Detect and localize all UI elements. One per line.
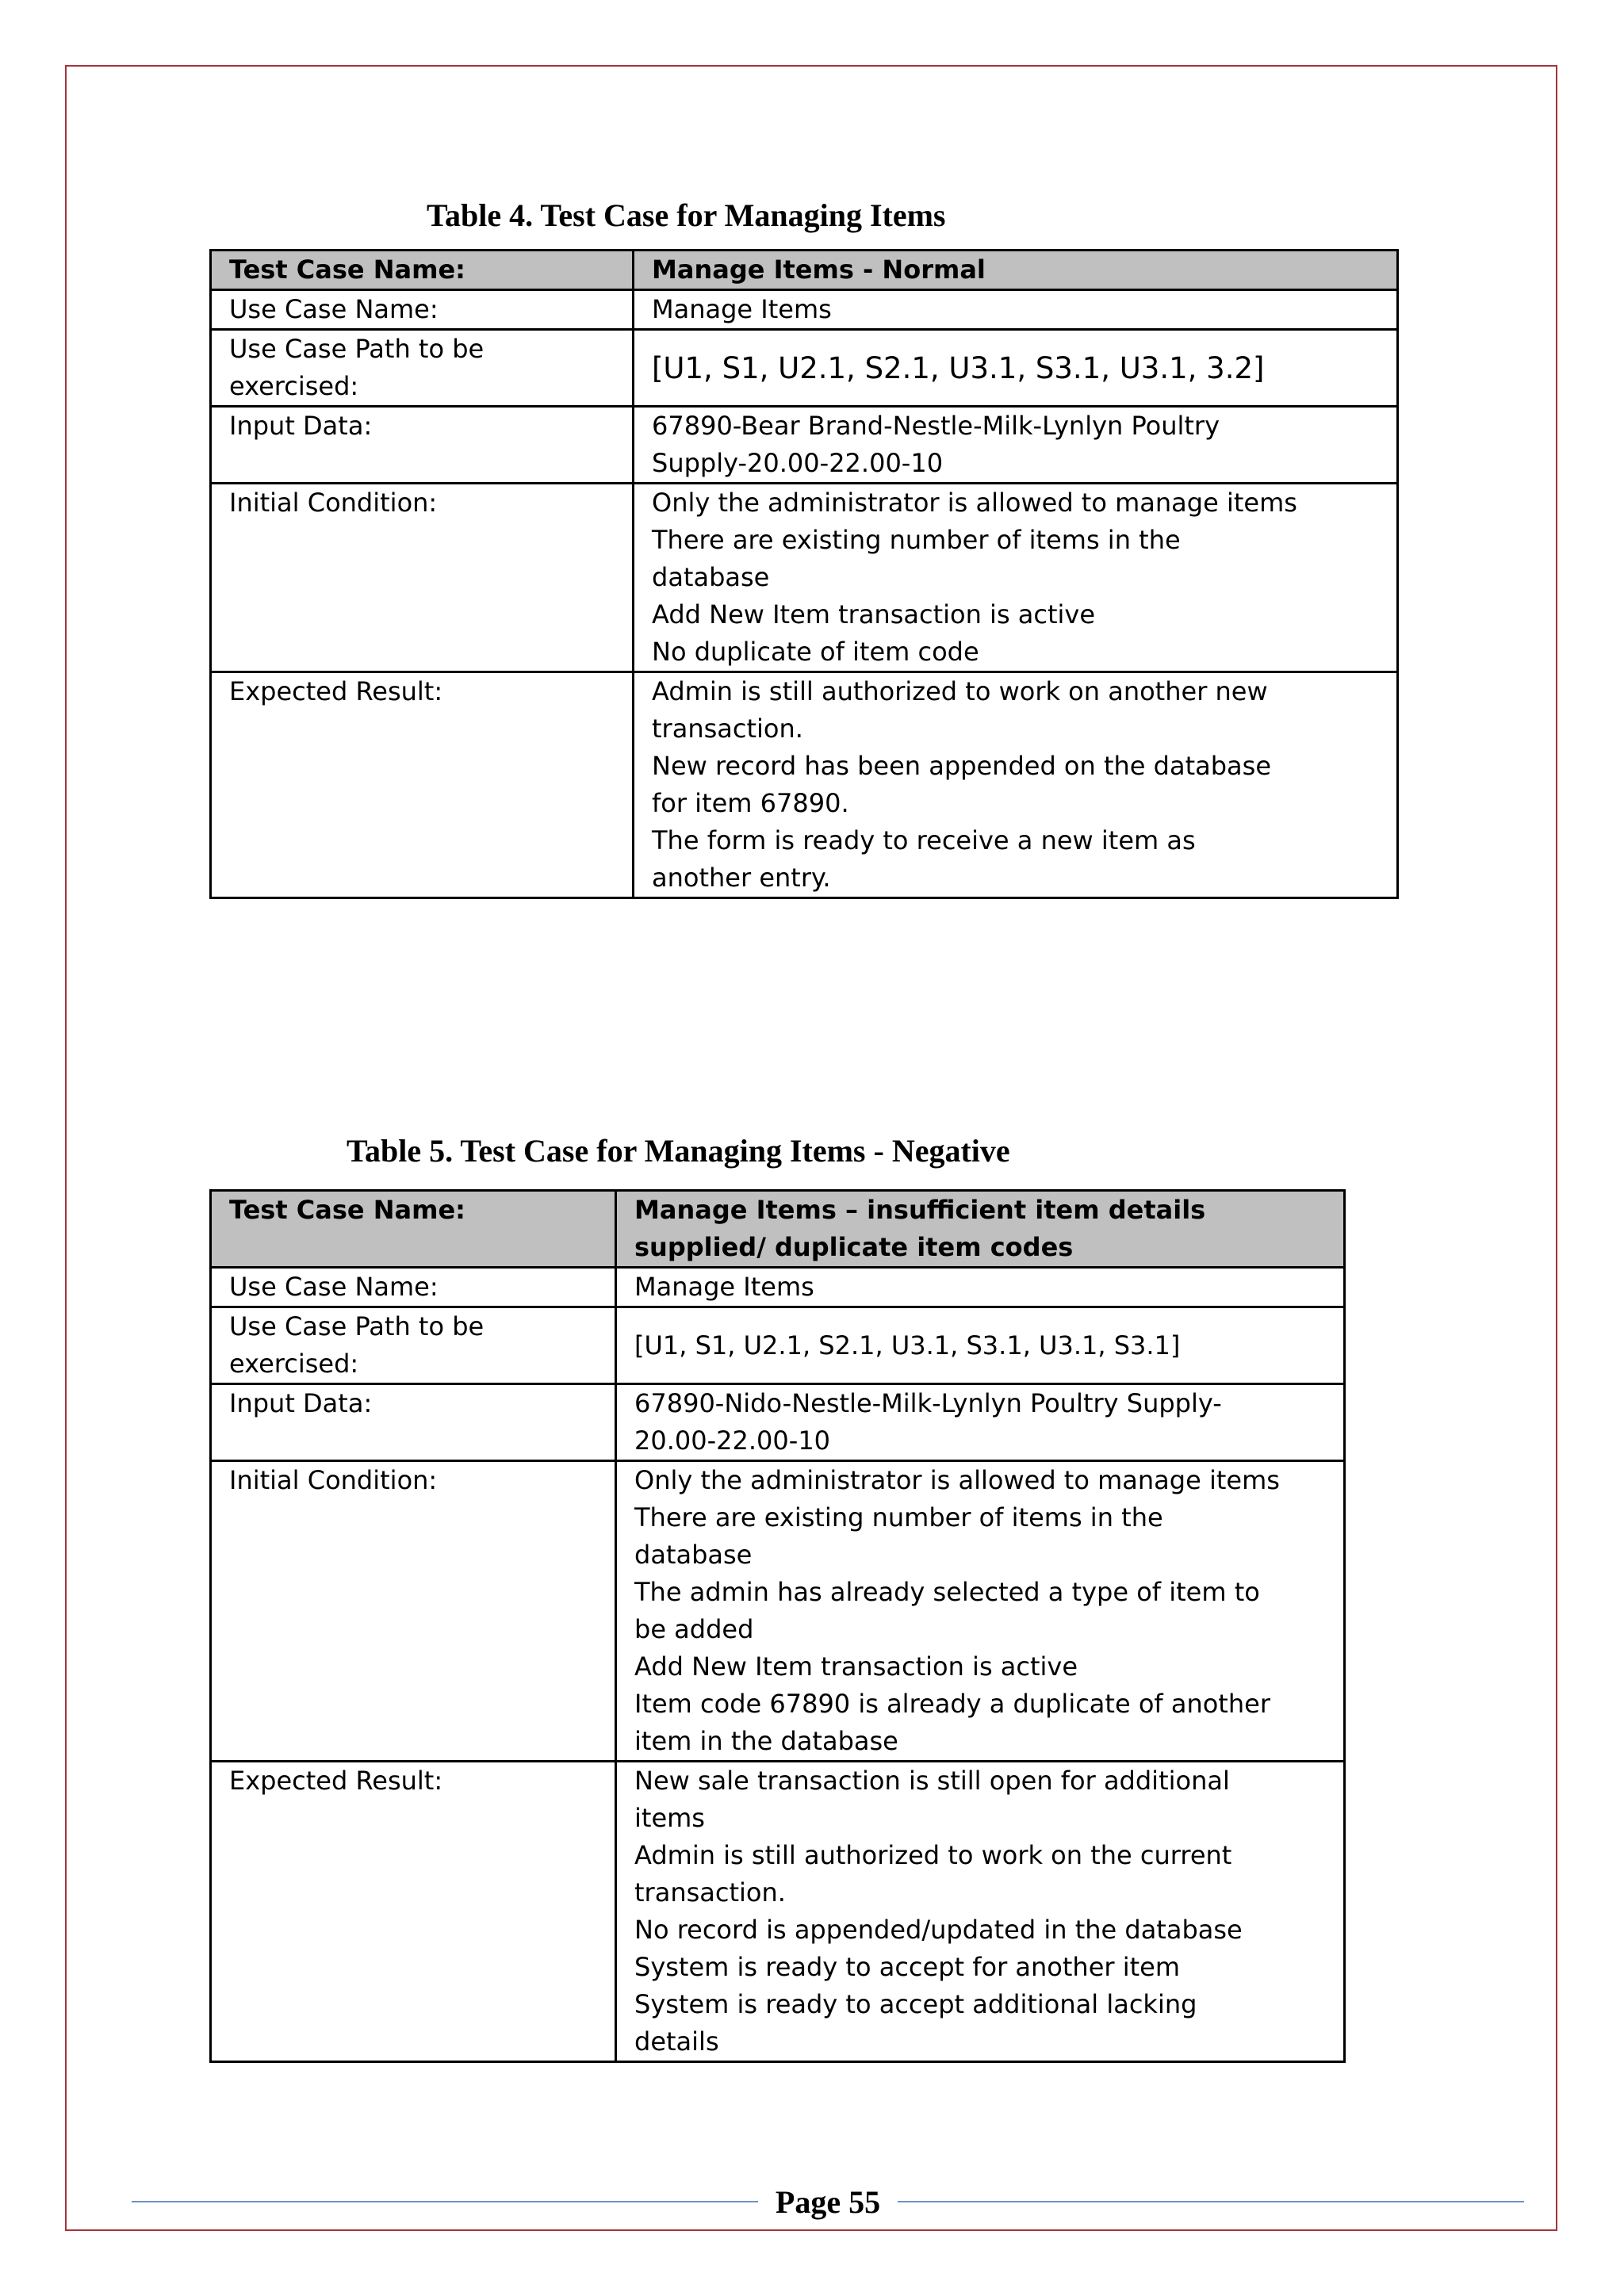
table-row (211, 330, 1398, 407)
table-5-caption: Table 5. Test Case for Managing Items - Negative (347, 1133, 1010, 1169)
table-row (211, 484, 1398, 672)
row-value: Admin is still authorized to work on another new transaction. New record has been appended on the database for item 67890. The form is ready to receive a new item as another entry. (634, 672, 1398, 898)
table-row (211, 1307, 1345, 1384)
row-label: Input Data: (211, 1384, 616, 1461)
row-value: [U1, S1, U2.1, S2.1, U3.1, S3.1, U3.1, 3.2] (634, 330, 1398, 407)
table-row (211, 251, 1398, 290)
row-value: 67890-Nido-Nestle-Milk-Lynlyn Poultry Supply- 20.00-22.00-10 (616, 1384, 1345, 1461)
row-label: Initial Condition: (211, 1461, 616, 1762)
table-row (211, 1384, 1345, 1461)
page-number: Page 55 (775, 2184, 881, 2220)
row-value: New sale transaction is still open for additional items Admin is still authorized to work on the current transaction. No record is appended/updated in the database System is ready to accept for another item System is ready to accept additional lacking details (616, 1762, 1345, 2062)
table-row (211, 1268, 1345, 1307)
row-value: Manage Items - Normal (634, 251, 1398, 290)
row-label: Input Data: (211, 407, 634, 484)
row-label: Expected Result: (211, 1762, 616, 2062)
row-label: Use Case Name: (211, 1268, 616, 1307)
row-value: 67890-Bear Brand-Nestle-Milk-Lynlyn Poultry Supply-20.00-22.00-10 (634, 407, 1398, 484)
footer-rule-left (132, 2201, 758, 2202)
row-value: Only the administrator is allowed to manage items There are existing number of items in the database The admin has already selected a type of item to be added Add New Item transaction is active Item code 67890 is already a duplicate of another item in the database (616, 1461, 1345, 1762)
table-row (211, 672, 1398, 898)
row-value: Only the administrator is allowed to manage items There are existing number of items in the database Add New Item transaction is active No duplicate of item code (634, 484, 1398, 672)
row-label: Initial Condition: (211, 484, 634, 672)
row-label: Expected Result: (211, 672, 634, 898)
table-row (211, 407, 1398, 484)
table-row (211, 1762, 1345, 2062)
row-label: Use Case Name: (211, 290, 634, 330)
table-4 (209, 249, 1399, 899)
row-value: Manage Items (634, 290, 1398, 330)
table-5 (209, 1189, 1346, 2063)
row-label: Use Case Path to be exercised: (211, 1307, 616, 1384)
row-value: Manage Items – insufficient item details supplied/ duplicate item codes (616, 1191, 1345, 1268)
row-label: Test Case Name: (211, 1191, 616, 1268)
row-label: Test Case Name: (211, 251, 634, 290)
table-row (211, 1461, 1345, 1762)
row-value: [U1, S1, U2.1, S2.1, U3.1, S3.1, U3.1, S3.1] (616, 1307, 1345, 1384)
row-value: Manage Items (616, 1268, 1345, 1307)
footer-rule-right (898, 2201, 1524, 2202)
table-4-caption: Table 4. Test Case for Managing Items (427, 197, 946, 233)
table-row (211, 1191, 1345, 1268)
table-row (211, 290, 1398, 330)
row-label: Use Case Path to be exercised: (211, 330, 634, 407)
